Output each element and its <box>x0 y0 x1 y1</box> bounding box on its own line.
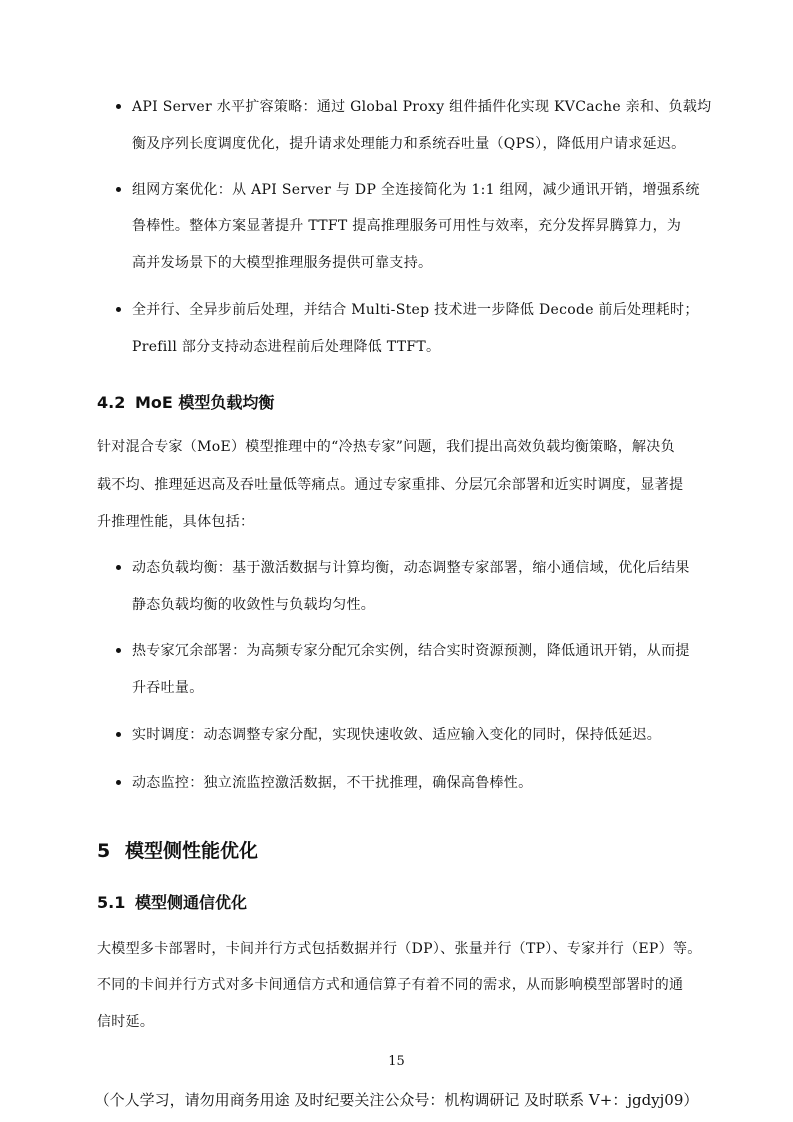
bullet-line: 全并行、全异步前后处理，并结合 Multi-Step 技术进一步降低 Decode 前后处理耗时； <box>132 302 699 318</box>
section-heading-5 <box>97 838 258 864</box>
section-heading-4-2 <box>97 392 274 414</box>
bullet-line: 高并发场景下的大模型推理服务提供可靠支持。 <box>132 255 433 271</box>
paragraph-line: 大模型多卡部署时，卡间并行方式包括数据并行（DP）、张量并行（TP）、专家并行（EP）等。 <box>97 941 702 957</box>
bullet-line: 动态负载均衡：基于激活数据与计算均衡，动态调整专家部署，缩小通信域，优化后结果 <box>132 560 690 576</box>
bullet-line: 热专家冗余部署：为高频专家分配冗余实例，结合实时资源预测，降低通讯开销，从而提 <box>132 643 690 659</box>
bullet-line: 鲁棒性。整体方案显著提升 TTFT 提高推理服务可用性与效率，充分发挥昇腾算力，为 <box>132 218 682 234</box>
bullet-line: 静态负载均衡的收敛性与负载均匀性。 <box>132 597 376 613</box>
section-title: 模型侧通信优化 <box>135 893 248 912</box>
bullet-icon <box>116 187 121 192</box>
bullet-icon <box>116 565 121 570</box>
section-title: MoE 模型负载均衡 <box>135 393 275 412</box>
footer-note: （个人学习，请勿用商务用途 及时纪要关注公众号：机构调研记 及时联系 V+：jgdyj09） <box>94 1091 699 1109</box>
bullet-line: 升吞吐量。 <box>132 680 204 696</box>
section-number: 5.1 <box>97 893 126 912</box>
section-number: 5 <box>97 840 111 862</box>
bullet-icon <box>116 648 121 653</box>
paragraph-line: 不同的卡间并行方式对多卡间通信方式和通信算子有着不同的需求，从而影响模型部署时的通 <box>97 977 684 993</box>
bullet-icon <box>116 104 121 109</box>
paragraph-line: 针对混合专家（MoE）模型推理中的“冷热专家”问题，我们提出高效负载均衡策略，解决负 <box>97 439 675 455</box>
page-number: 15 <box>388 1054 405 1069</box>
bullet-line: 动态监控：独立流监控激活数据，不干扰推理，确保高鲁棒性。 <box>132 775 533 791</box>
bullet-icon <box>116 732 121 737</box>
paragraph-line: 信时延。 <box>97 1014 155 1030</box>
bullet-icon <box>116 307 121 312</box>
bullet-line: API Server 水平扩容策略：通过 Global Proxy 组件插件化实现 KVCache 亲和、负载均 <box>132 99 712 115</box>
paragraph-line: 升推理性能，具体包括： <box>97 514 255 530</box>
section-number: 4.2 <box>97 393 126 412</box>
bullet-line: Prefill 部分支持动态进程前后处理降低 TTFT。 <box>132 339 441 355</box>
bullet-line: 组网方案优化：从 API Server 与 DP 全连接简化为 1:1 组网，减少通讯开销，增强系统 <box>132 182 700 198</box>
bullet-line: 实时调度：动态调整专家分配，实现快速收敛、适应输入变化的同时，保持低延迟。 <box>132 727 662 743</box>
bullet-icon <box>116 780 121 785</box>
bullet-line: 衡及序列长度调度优化，提升请求处理能力和系统吞吐量（QPS），降低用户请求延迟。 <box>132 136 686 152</box>
section-title: 模型侧性能优化 <box>125 840 259 862</box>
section-heading-5-1 <box>97 892 247 914</box>
paragraph-line: 载不均、推理延迟高及吞吐量低等痛点。通过专家重排、分层冗余部署和近实时调度，显著提 <box>97 477 684 493</box>
